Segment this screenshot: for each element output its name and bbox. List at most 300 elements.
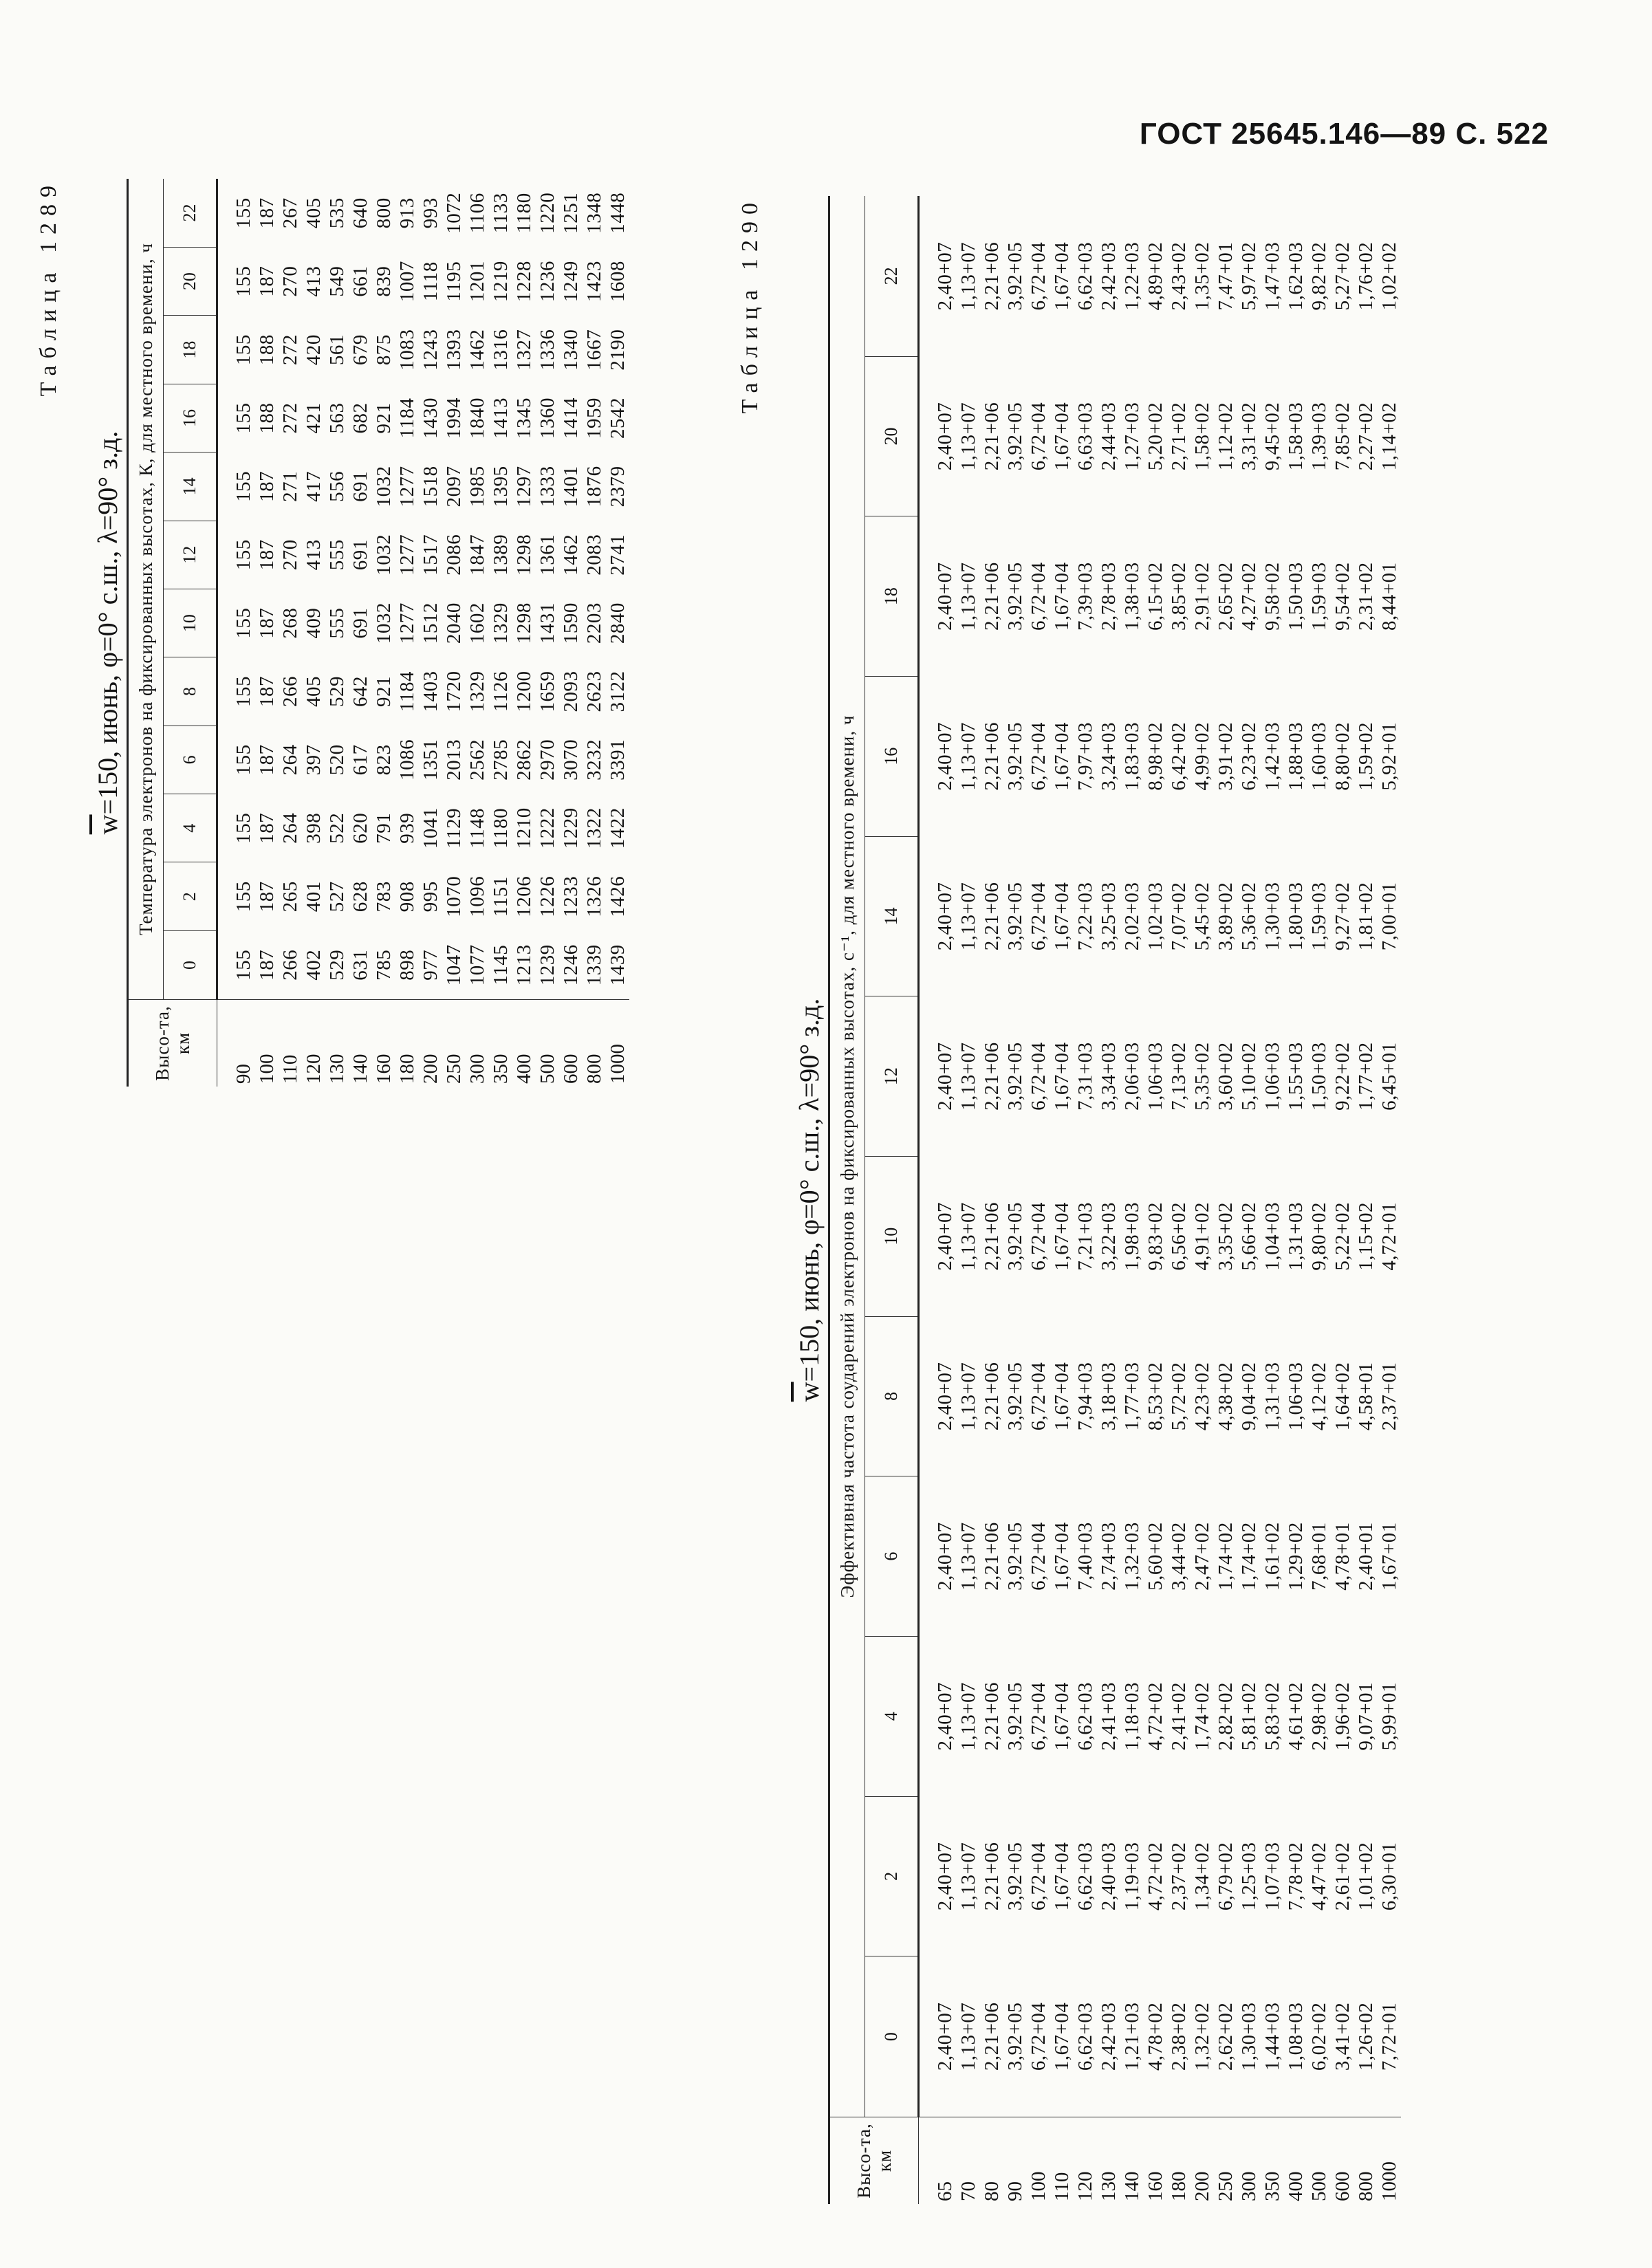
value-cell: 1876 [583,466,605,508]
value-cell: 1,96+02 [1332,1681,1354,1751]
value-cell: 6,72+04 [1028,1522,1050,1591]
height-cell: 100 [1027,2117,1050,2205]
value-cell: 1985 [466,466,488,508]
caption-w-symbol: $\overline{w}$ [794,1382,825,1402]
value-cell: 3,60+02 [1215,1042,1237,1111]
value-cell: 1145 [490,944,512,985]
value-cell: 1329 [490,602,512,644]
value-cell: 5,35+02 [1191,1042,1213,1111]
height-cell: 180 [395,1000,419,1087]
value-cell: 977 [420,949,442,981]
value-cell: 555 [326,607,348,639]
value-cell: 2562 [466,739,488,781]
value-cell: 1,58+03 [1285,402,1307,471]
value-cell: 3,85+02 [1168,562,1190,631]
value-cell: 2040 [443,602,465,644]
value-cell: 2,37+01 [1378,1362,1400,1431]
value-cell: 939 [396,812,418,844]
value-cell: 7,21+03 [1074,1201,1096,1271]
value-cell: 1,67+04 [1051,882,1073,951]
table-row [1331,196,1354,2204]
value-cell: 1,77+03 [1121,1362,1143,1431]
value-cell: 1430 [420,397,442,439]
value-cell: 8,44+01 [1378,562,1400,631]
height-cell: 800 [583,1000,606,1087]
value-cell: 913 [396,197,418,229]
value-cell: 7,00+01 [1378,882,1400,951]
value-cell: 421 [303,402,325,434]
table-body [919,196,1402,2204]
value-cell: 1518 [420,466,442,508]
value-cell: 155 [232,812,254,844]
value-cell: 529 [326,949,348,981]
value-cell: 1086 [396,739,418,781]
value-cell: 9,45+02 [1261,402,1283,471]
value-cell: 1,31+03 [1285,1201,1307,1271]
value-cell: 1431 [536,602,558,644]
table-row [1261,196,1284,2204]
table-row [372,179,395,1087]
page-header: ГОСТ 25645.146—89 С. 522 [1139,117,1549,151]
value-cell: 9,04+02 [1238,1362,1260,1431]
table-row [919,196,957,2204]
time-col-22: 22 [164,179,217,247]
value-cell: 401 [303,881,325,913]
table-row [255,179,279,1087]
value-cell: 1,30+03 [1261,882,1283,951]
value-cell: 271 [279,470,301,502]
value-cell: 7,39+03 [1074,562,1096,631]
table-row [1191,196,1214,2204]
value-cell: 1,60+03 [1308,722,1330,791]
value-cell: 7,85+02 [1332,402,1354,471]
value-cell: 691 [349,607,371,639]
value-cell: 187 [256,197,278,229]
height-cell: 140 [1120,2117,1144,2205]
value-cell: 1,67+01 [1378,1522,1400,1591]
value-cell: 2,02+03 [1121,882,1143,951]
value-cell: 691 [349,539,371,571]
value-cell: 3,91+02 [1215,722,1237,791]
value-cell: 2,40+07 [934,2002,956,2071]
value-cell: 535 [326,197,348,229]
value-cell: 413 [303,539,325,571]
value-cell: 7,13+02 [1168,1042,1190,1111]
time-col-22: 22 [865,196,919,356]
value-cell: 155 [232,402,254,434]
value-cell: 155 [232,539,254,571]
table-row [1120,196,1144,2204]
value-cell: 1,88+03 [1285,722,1307,791]
value-cell: 2,21+06 [981,1681,1003,1751]
value-cell: 2,21+06 [981,241,1003,311]
value-cell: 2086 [443,534,465,576]
value-cell: 2862 [513,739,535,781]
value-cell: 1,67+04 [1051,2002,1073,2071]
value-cell: 1340 [560,329,582,371]
value-cell: 1,30+03 [1238,2002,1260,2071]
height-cell: 110 [279,1000,302,1087]
value-cell: 1249 [560,261,582,303]
value-cell: 2,21+06 [981,1522,1003,1591]
value-cell: 1401 [560,466,582,508]
value-cell: 2,21+06 [981,882,1003,951]
value-cell: 2,27+02 [1355,402,1377,471]
table-number-1289: Таблица 1289 [36,179,61,397]
value-cell: 1339 [583,944,605,986]
value-cell: 1072 [443,192,465,234]
value-cell: 1423 [583,261,605,303]
value-cell: 4,27+02 [1238,562,1260,631]
value-cell: 7,47+01 [1215,241,1237,311]
value-cell: 270 [279,265,301,297]
value-cell: 5,10+02 [1238,1042,1260,1111]
value-cell: 1,21+03 [1121,2002,1143,2071]
value-cell: 3,92+05 [1004,1522,1026,1591]
value-cell: 1959 [583,397,605,439]
value-cell: 3,22+03 [1098,1201,1120,1271]
time-col-6: 6 [865,1476,919,1637]
value-cell: 1360 [536,397,558,439]
value-cell: 3391 [607,739,629,781]
value-cell: 1,13+07 [957,1842,979,1911]
table-1290-block [737,196,1506,2204]
value-cell: 1333 [536,466,558,508]
value-cell: 1083 [396,329,418,371]
value-cell: 1326 [583,875,605,917]
value-cell: 1,08+03 [1285,2002,1307,2071]
value-cell: 8,53+02 [1144,1362,1166,1431]
value-cell: 1,13+07 [957,562,979,631]
value-cell: 3,92+05 [1004,241,1026,311]
value-cell: 1236 [536,261,558,303]
value-cell: 1243 [420,329,442,371]
value-cell: 1239 [536,944,558,986]
value-cell: 155 [232,744,254,776]
value-cell: 2,71+02 [1168,402,1190,471]
value-cell: 1,13+07 [957,1362,979,1431]
value-cell: 6,62+03 [1074,241,1096,311]
value-cell: 1422 [607,807,629,849]
value-cell: 1,13+07 [957,1522,979,1591]
table-row [1074,196,1097,2204]
value-cell: 1,31+03 [1261,1362,1283,1431]
height-cell: 500 [1307,2117,1331,2205]
value-cell: 2,40+07 [934,882,956,951]
value-cell: 2,38+02 [1168,2002,1190,2071]
value-cell: 1,55+03 [1285,1042,1307,1111]
value-cell: 1351 [420,739,442,781]
value-cell: 2,31+02 [1355,562,1377,631]
value-cell: 1277 [396,602,418,644]
value-cell: 4,72+01 [1378,1201,1400,1271]
value-cell: 1,64+02 [1332,1362,1354,1431]
value-cell: 1413 [490,397,512,439]
value-cell: 6,72+04 [1028,1681,1050,1751]
table-row [980,196,1003,2204]
value-cell: 270 [279,539,301,571]
value-cell: 7,97+03 [1074,722,1096,791]
value-cell: 563 [326,402,348,434]
value-cell: 1,18+03 [1121,1681,1143,1751]
value-cell: 2,40+07 [934,1522,956,1591]
value-cell: 6,72+04 [1028,562,1050,631]
time-col-8: 8 [865,1316,919,1476]
value-cell: 187 [256,812,278,844]
value-cell: 1,59+03 [1308,562,1330,631]
value-cell: 2,21+06 [981,1201,1003,1271]
value-cell: 2623 [583,670,605,712]
table-row [1214,196,1237,2204]
value-cell: 413 [303,265,325,297]
value-cell: 6,79+02 [1215,1842,1237,1911]
value-cell: 1,38+03 [1121,562,1143,631]
value-cell: 7,72+01 [1378,2002,1400,2071]
value-cell: 1,81+02 [1355,882,1377,951]
value-cell: 2,40+07 [934,1681,956,1751]
value-cell: 1,83+03 [1121,722,1143,791]
value-cell: 785 [373,949,395,981]
value-cell: 1,02+03 [1144,882,1166,951]
value-cell: 2,47+02 [1191,1522,1213,1591]
value-cell: 1106 [466,193,488,234]
value-cell: 5,36+02 [1238,882,1260,951]
table-row [1237,196,1261,2204]
height-cell: 300 [1237,2117,1261,2205]
height-cell: 1000 [1378,2117,1401,2205]
table-row [1027,196,1050,2204]
value-cell: 265 [279,881,301,913]
table-row [1167,196,1191,2204]
value-cell: 4,99+02 [1191,722,1213,791]
time-col-16: 16 [164,384,217,452]
value-cell: 3,89+02 [1215,882,1237,951]
value-cell: 1389 [490,534,512,576]
value-cell: 6,72+04 [1028,2002,1050,2071]
value-cell: 6,72+04 [1028,882,1050,951]
value-cell: 1195 [443,261,465,302]
value-cell: 800 [373,197,395,229]
value-cell: 2,65+02 [1215,562,1237,631]
time-col-18: 18 [164,316,217,384]
value-cell: 1220 [536,192,558,234]
table-row [442,179,466,1087]
value-cell: 7,78+02 [1285,1842,1307,1911]
data-table-1289 [127,179,629,1087]
value-cell: 402 [303,949,325,981]
value-cell: 1,50+03 [1308,1042,1330,1111]
value-cell: 1,76+02 [1355,241,1377,311]
value-cell: 1,77+02 [1355,1042,1377,1111]
value-cell: 2970 [536,739,558,781]
time-col-0: 0 [865,1956,919,2117]
height-column-header: Высо-та, км [829,2117,919,2205]
value-cell: 1,47+03 [1261,241,1283,311]
value-cell: 2,40+07 [934,1201,956,1271]
value-cell: 1,06+03 [1144,1042,1166,1111]
value-cell: 1133 [490,193,512,234]
value-cell: 1462 [466,329,488,371]
value-cell: 1,58+02 [1191,402,1213,471]
value-cell: 2,40+07 [934,402,956,471]
value-cell: 420 [303,334,325,366]
value-cell: 2,40+07 [934,1362,956,1431]
value-cell: 1,13+07 [957,1681,979,1751]
value-cell: 1840 [466,397,488,439]
value-cell: 1,13+07 [957,722,979,791]
value-cell: 1,01+02 [1355,1842,1377,1911]
height-cell: 120 [302,1000,325,1087]
group-header: Эффективная частота соударений электронов на фиксированных высотах, с⁻¹, для местного времени, ч [829,196,865,2117]
value-cell: 187 [256,676,278,708]
value-cell: 1032 [373,534,395,576]
height-cell: 300 [466,1000,489,1087]
value-cell: 267 [279,197,301,229]
value-cell: 5,66+02 [1238,1201,1260,1271]
caption-params: =150, июнь, φ=0° с.ш., λ=90° з.д. [794,998,825,1382]
value-cell: 3,35+02 [1215,1201,1237,1271]
value-cell: 1277 [396,466,418,508]
value-cell: 1,67+04 [1051,1042,1073,1111]
value-cell: 9,80+02 [1308,1201,1330,1271]
value-cell: 2840 [607,602,629,644]
value-cell: 2,21+06 [981,402,1003,471]
value-cell: 155 [232,334,254,366]
value-cell: 8,80+02 [1332,722,1354,791]
height-cell: 200 [419,1000,442,1087]
value-cell: 155 [232,949,254,981]
value-cell: 1329 [466,670,488,712]
value-cell: 5,20+02 [1144,402,1166,471]
value-cell: 4,58+01 [1355,1362,1377,1431]
value-cell: 3,44+02 [1168,1522,1190,1591]
value-cell: 1298 [513,602,535,644]
value-cell: 1,67+04 [1051,1522,1073,1591]
value-cell: 3,25+03 [1098,882,1120,951]
value-cell: 2785 [490,739,512,781]
value-cell: 1,74+02 [1238,1522,1260,1591]
height-cell: 160 [372,1000,395,1087]
table-row [1003,196,1027,2204]
value-cell: 272 [279,402,301,434]
value-cell: 3070 [560,739,582,781]
time-col-2: 2 [164,862,217,930]
table-row [1354,196,1378,2204]
height-cell: 140 [349,1000,372,1087]
value-cell: 187 [256,470,278,502]
value-cell: 2,40+07 [934,1042,956,1111]
value-cell: 1994 [443,397,465,439]
value-cell: 8,98+02 [1144,722,1166,791]
value-cell: 155 [232,676,254,708]
value-cell: 4,72+02 [1144,1842,1166,1911]
height-cell: 600 [1331,2117,1354,2205]
value-cell: 1,44+03 [1261,2002,1283,2071]
time-col-8: 8 [164,657,217,726]
time-col-6: 6 [164,726,217,794]
value-cell: 6,42+02 [1168,722,1190,791]
value-cell: 1720 [443,670,465,712]
time-col-16: 16 [865,676,919,836]
value-cell: 1,13+07 [957,1042,979,1111]
value-cell: 1,13+07 [957,882,979,951]
value-cell: 1184 [396,671,418,712]
value-cell: 2,40+07 [934,562,956,631]
value-cell: 266 [279,676,301,708]
value-cell: 1,06+03 [1285,1362,1307,1431]
table-row [512,179,536,1087]
value-cell: 5,81+02 [1238,1681,1260,1751]
value-cell: 908 [396,881,418,913]
table-row [349,179,372,1087]
value-cell: 520 [326,744,348,776]
value-cell: 1,67+04 [1051,1201,1073,1271]
value-cell: 1512 [420,602,442,644]
value-cell: 155 [232,265,254,297]
value-cell: 2,21+06 [981,1362,1003,1431]
table-row [325,179,349,1087]
value-cell: 405 [303,197,325,229]
value-cell: 1148 [466,807,488,849]
height-column-header: Высо-та, км [128,1000,217,1087]
value-cell: 1659 [536,670,558,712]
value-cell: 2097 [443,466,465,508]
time-col-2: 2 [865,1796,919,1956]
value-cell: 995 [420,881,442,913]
height-cell: 65 [919,2117,957,2205]
value-cell: 3,92+05 [1004,2002,1026,2071]
value-cell: 1426 [607,875,629,917]
value-cell: 3,92+05 [1004,1042,1026,1111]
value-cell: 9,82+02 [1308,241,1330,311]
value-cell: 1,02+02 [1378,241,1400,311]
value-cell: 9,54+02 [1332,562,1354,631]
data-table-1290 [828,196,1401,2204]
value-cell: 1327 [513,329,535,371]
value-cell: 527 [326,881,348,913]
value-cell: 6,56+02 [1168,1201,1190,1271]
value-cell: 1,12+02 [1215,402,1237,471]
value-cell: 2741 [607,534,629,576]
value-cell: 1361 [536,534,558,576]
height-cell: 130 [325,1000,349,1087]
value-cell: 783 [373,881,395,913]
height-cell: 90 [1003,2117,1027,2205]
value-cell: 6,02+02 [1308,2002,1330,2071]
value-cell: 529 [326,676,348,708]
value-cell: 264 [279,812,301,844]
height-cell: 110 [1050,2117,1074,2205]
value-cell: 1,34+02 [1191,1842,1213,1911]
value-cell: 188 [256,334,278,366]
time-col-10: 10 [164,589,217,657]
value-cell: 188 [256,402,278,434]
value-cell: 5,22+02 [1332,1201,1354,1271]
value-cell: 1348 [583,192,605,234]
value-cell: 1,35+02 [1191,241,1213,311]
value-cell: 1,42+03 [1261,722,1283,791]
value-cell: 1,67+04 [1051,402,1073,471]
value-cell: 2379 [607,466,629,508]
value-cell: 187 [256,744,278,776]
value-cell: 2093 [560,670,582,712]
value-cell: 1,22+03 [1121,241,1143,311]
value-cell: 1,29+02 [1285,1522,1307,1591]
height-cell: 200 [1191,2117,1214,2205]
value-cell: 1032 [373,602,395,644]
time-col-20: 20 [164,247,217,315]
value-cell: 1462 [560,534,582,576]
